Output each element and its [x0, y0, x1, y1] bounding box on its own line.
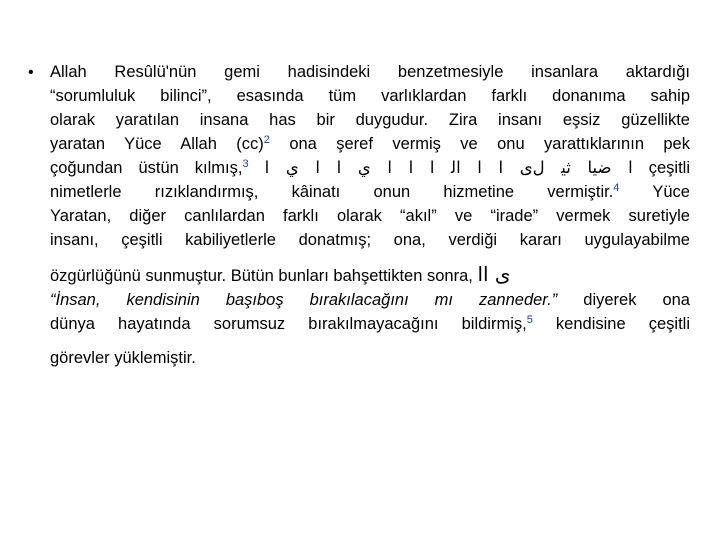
line-2: “sorumluluk bilinci”, esasında tüm varlıklardan farklı donanıma sahip — [50, 87, 690, 105]
footnote-ref-3: 3 — [242, 158, 249, 170]
line-4: yaratan Yüce Allah (cc)$^2$ ona şeref vermiş ve onu yarattıklarının pek — [50, 134, 690, 153]
line-8: insanı, çeşitli kabiliyetlerle donatmış; ona, verdiği kararı uygulayabilme — [50, 231, 690, 249]
footnote-ref-2: 2 — [263, 134, 270, 146]
arabic-verse-1: ﺍ ﺿﻴﺎ ﺛﻴ ﻝﻯ ﺍ ﺍ ﺍﻟ ﺍ ﺍ ﺍ ﻱ ﺍ ﺍ ﻱ ﺍ — [264, 158, 633, 177]
arabic-verse-2: ﻯ ﺍﺍ — [477, 262, 511, 286]
line-12: görevler yüklemiştir. — [50, 349, 196, 367]
line-7: Yaratan, diğer canlılardan farklı olarak “akıl” ve “irade” vermek suretiyle — [50, 207, 690, 225]
body-paragraph — [50, 60, 690, 370]
footnote-ref-5: 5 — [526, 314, 533, 326]
line-10: “İnsan, kendisinin başıboş bırakılacağını mı zanneder.” diyerek ona — [50, 291, 690, 309]
line-3: olarak yaratılan insana has bir duygudur. Zira insanı eşsiz güzellikte — [50, 111, 690, 129]
line-9: özgürlüğünü sunmuştur. Bütün bunları bahşettikten sonra, ﻯ ﺍﺍ — [50, 262, 511, 286]
line-11: dünya hayatında sorumsuz bırakılmayacağını bildirmiş,$^5$ kendisine çeşitli — [50, 314, 691, 333]
bullet-point: • — [28, 64, 34, 81]
line-6: nimetlerle rızıklandırmış, kâinatı onun hizmetine vermiştir.$^4$ Yüce — [50, 182, 690, 201]
line-1: Allah Resûlü'nün gemi hadisindeki benzetmesiyle insanlara aktardığı — [50, 63, 690, 81]
line-5: çoğundan üstün kılmış,$^3$ ﺍ ﺿﻴﺎ ﺛﻴ ﻝﻯ ﺍ ﺍ ﺍﻟ ﺍ ﺍ ﺍ ﻱ ﺍ ﺍ ﻱ ﺍ çeşitli — [50, 158, 690, 177]
footnote-ref-4: 4 — [613, 182, 620, 194]
quote-italic: “İnsan, kendisinin başıboş bırakılacağını mı zanneder.” — [50, 291, 558, 309]
